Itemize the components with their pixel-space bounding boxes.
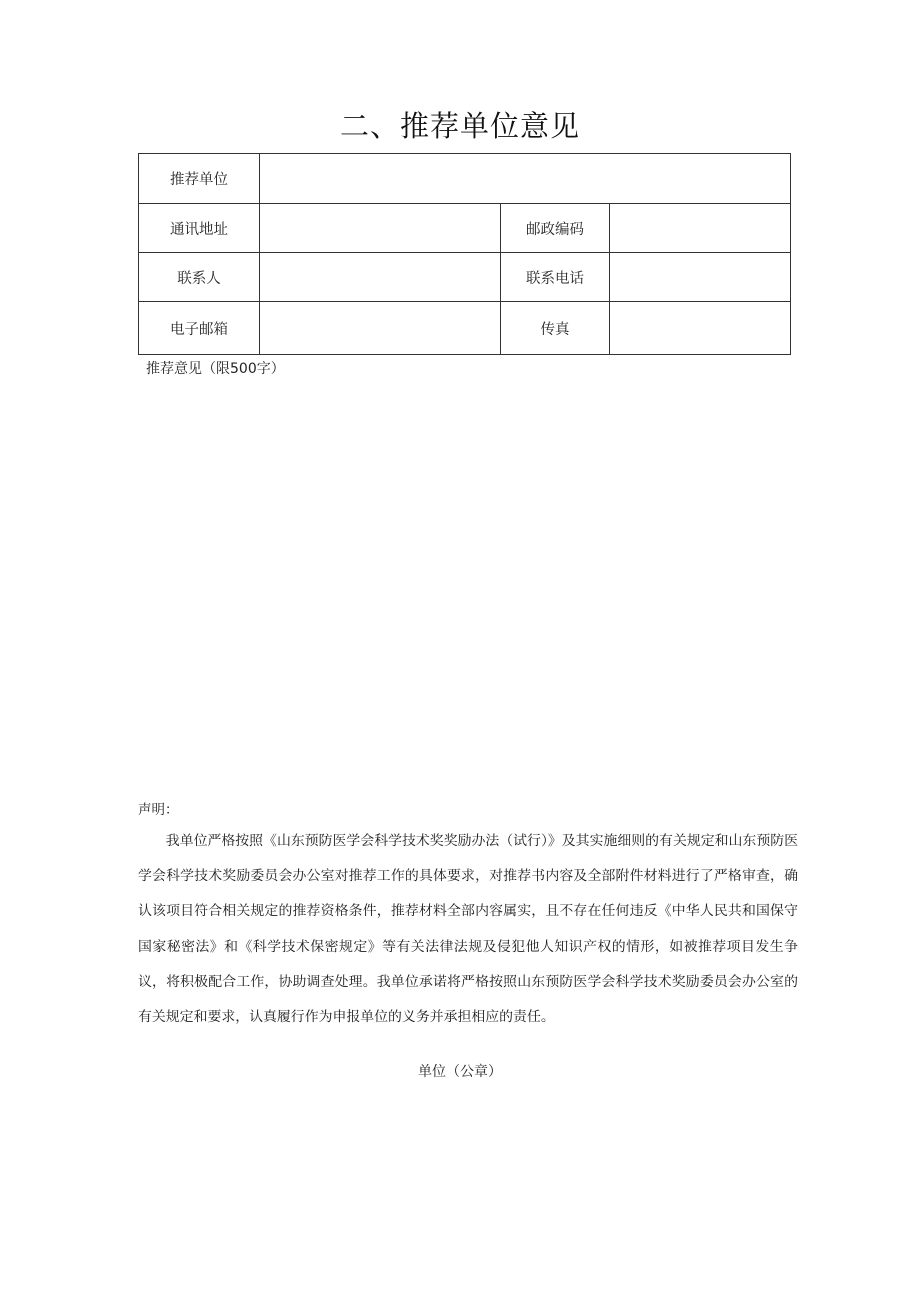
declaration-body: 我单位严格按照《山东预防医学会科学技术奖奖励办法（试行）》及其实施细则的有关规定和山东预防医学会科学技术奖励委员会办公室对推荐工作的具体要求，对推荐书内容及全部附件材料进行了严格审查，确认该项目符合相关规定的推荐资格条件，推荐材料全部内容属实，且不存在任何违反《中华人民共和国保守国家秘密法》和《科学技术保密规定》等有关法律法规及侵犯他人知识产权的情形，如被推荐项目发生争议，将积极配合工作，协助调查处理。我单位承诺将严格按照山东预防医学会科学技术奖励委员会办公室的有关规定和要求，认真履行作为申报单位的义务并承担相应的责任。	[138, 833, 798, 1026]
table-row	[139, 302, 791, 355]
declaration-label: 声明：	[138, 802, 179, 818]
contact-label: 联系人	[139, 253, 260, 302]
recommender-info-table	[138, 153, 791, 355]
fax-field[interactable]	[610, 302, 791, 355]
email-label: 电子邮箱	[139, 302, 260, 355]
phone-field[interactable]	[610, 253, 791, 302]
postcode-label: 邮政编码	[501, 204, 610, 253]
fax-label: 传真	[501, 302, 610, 355]
seal-label: 单位（公章）	[418, 1064, 502, 1080]
table-row	[139, 154, 791, 204]
phone-label: 联系电话	[501, 253, 610, 302]
contact-field[interactable]	[260, 253, 501, 302]
table-row	[139, 253, 791, 302]
recommender-label: 推荐单位	[139, 154, 260, 204]
postcode-field[interactable]	[610, 204, 791, 253]
address-field[interactable]	[260, 204, 501, 253]
email-field[interactable]	[260, 302, 501, 355]
address-label: 通讯地址	[139, 204, 260, 253]
page-title: 二、推荐单位意见	[339, 109, 580, 143]
recommender-field[interactable]	[260, 154, 791, 204]
opinion-label: 推荐意见（限500字）	[146, 361, 285, 377]
table-row	[139, 204, 791, 253]
